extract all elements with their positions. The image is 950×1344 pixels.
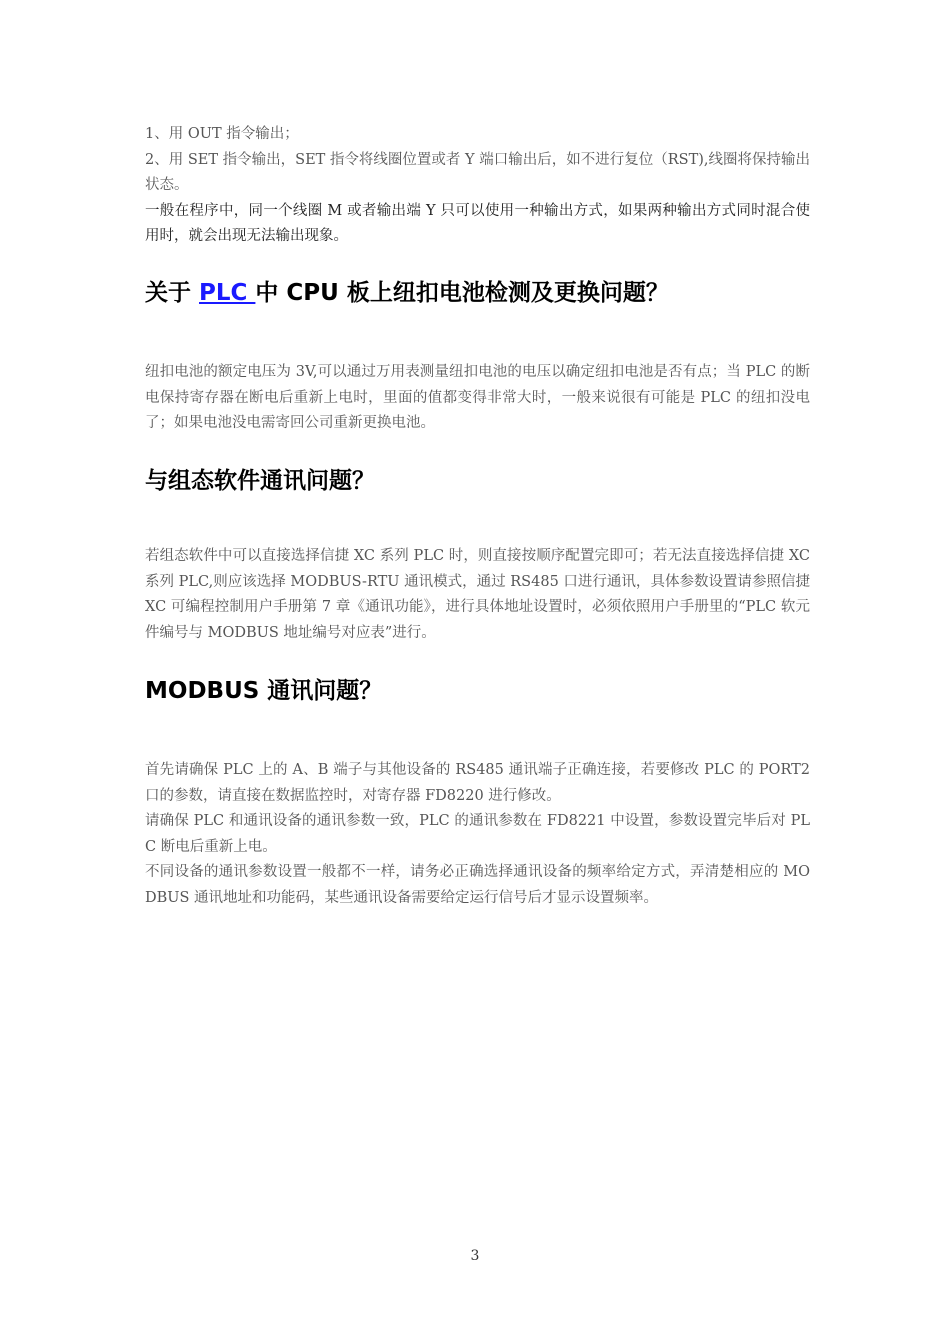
intro-line-2: 2、用 SET 指令输出，SET 指令将线圈位置或者 Y 端口输出后，如不进行复位（RST),线圈将保持输出状态。 <box>145 151 811 193</box>
section-battery-body: 纽扣电池的额定电压为 3V,可以通过万用表测量纽扣电池的电压以确定纽扣电池是否有点；当 PLC 的断电保持寄存器在断电后重新上电时，里面的值都变得非常大时，一般来说很有可能是 PLC 的纽扣没电了；如果电池没电需寄回公司重新更换电池。 <box>145 364 810 431</box>
intro-line-3: 一般在程序中，同一个线圈 M 或者输出端 Y 只可以使用一种输出方式，如果两种输出方式同时混合使用时，就会出现无法输出现象。 <box>145 202 810 244</box>
title-prefix: 关于 <box>145 280 200 306</box>
intro-line-1: 1、用 OUT 指令输出； <box>145 126 299 142</box>
section-modbus-body-block <box>145 758 810 911</box>
section-modbus <box>145 676 810 706</box>
section-modbus-para-1: 首先请确保 PLC 上的 A、B 端子与其他设备的 RS485 通讯端子正确连接，若要修改 PLC 的 PORT2 口的参数，请直接在数据监控时，对寄存器 FD8220 进行修改。 <box>145 762 810 804</box>
section-modbus-para-3: 不同设备的通讯参数设置一般都不一样，请务必正确选择通讯设备的频率给定方式，弄清楚相应的 MODBUS 通讯地址和功能码，某些通讯设备需要给定运行信号后才显示设置频率。 <box>145 864 810 906</box>
section-battery <box>145 278 810 308</box>
title-suffix: 中 CPU 板上纽扣电池检测及更换问题？ <box>255 280 669 306</box>
intro-block <box>145 122 810 250</box>
section-scada-body-block <box>145 544 810 646</box>
section-battery-title <box>145 278 810 308</box>
section-modbus-para-2: 请确保 PLC 和通讯设备的通讯参数一致，PLC 的通讯参数在 FD8221 中设置，参数设置完毕后对 PLC 断电后重新上电。 <box>145 813 810 855</box>
section-battery-body-block <box>145 360 810 437</box>
page-number: 3 <box>470 1248 480 1264</box>
section-scada <box>145 466 810 496</box>
plc-link[interactable]: PLC <box>199 280 256 306</box>
section-modbus-title: MODBUS 通讯问题？ <box>145 678 383 704</box>
section-scada-body: 若组态软件中可以直接选择信捷 XC 系列 PLC 时，则直接按顺序配置完即可；若无法直接选择信捷 XC 系列 PLC,则应该选择 MODBUS-RTU 通讯模式，通过 RS485 口进行通讯，具体参数设置请参照信捷 XC 可编程控制用户手册第 7 章《通讯功能》，进行具体地址设置时，必须依照用户手册里的“PLC 软元件编号与 MODBUS 地址编号对应表”进行。 <box>145 548 810 641</box>
section-scada-title: 与组态软件通讯问题？ <box>145 468 375 494</box>
